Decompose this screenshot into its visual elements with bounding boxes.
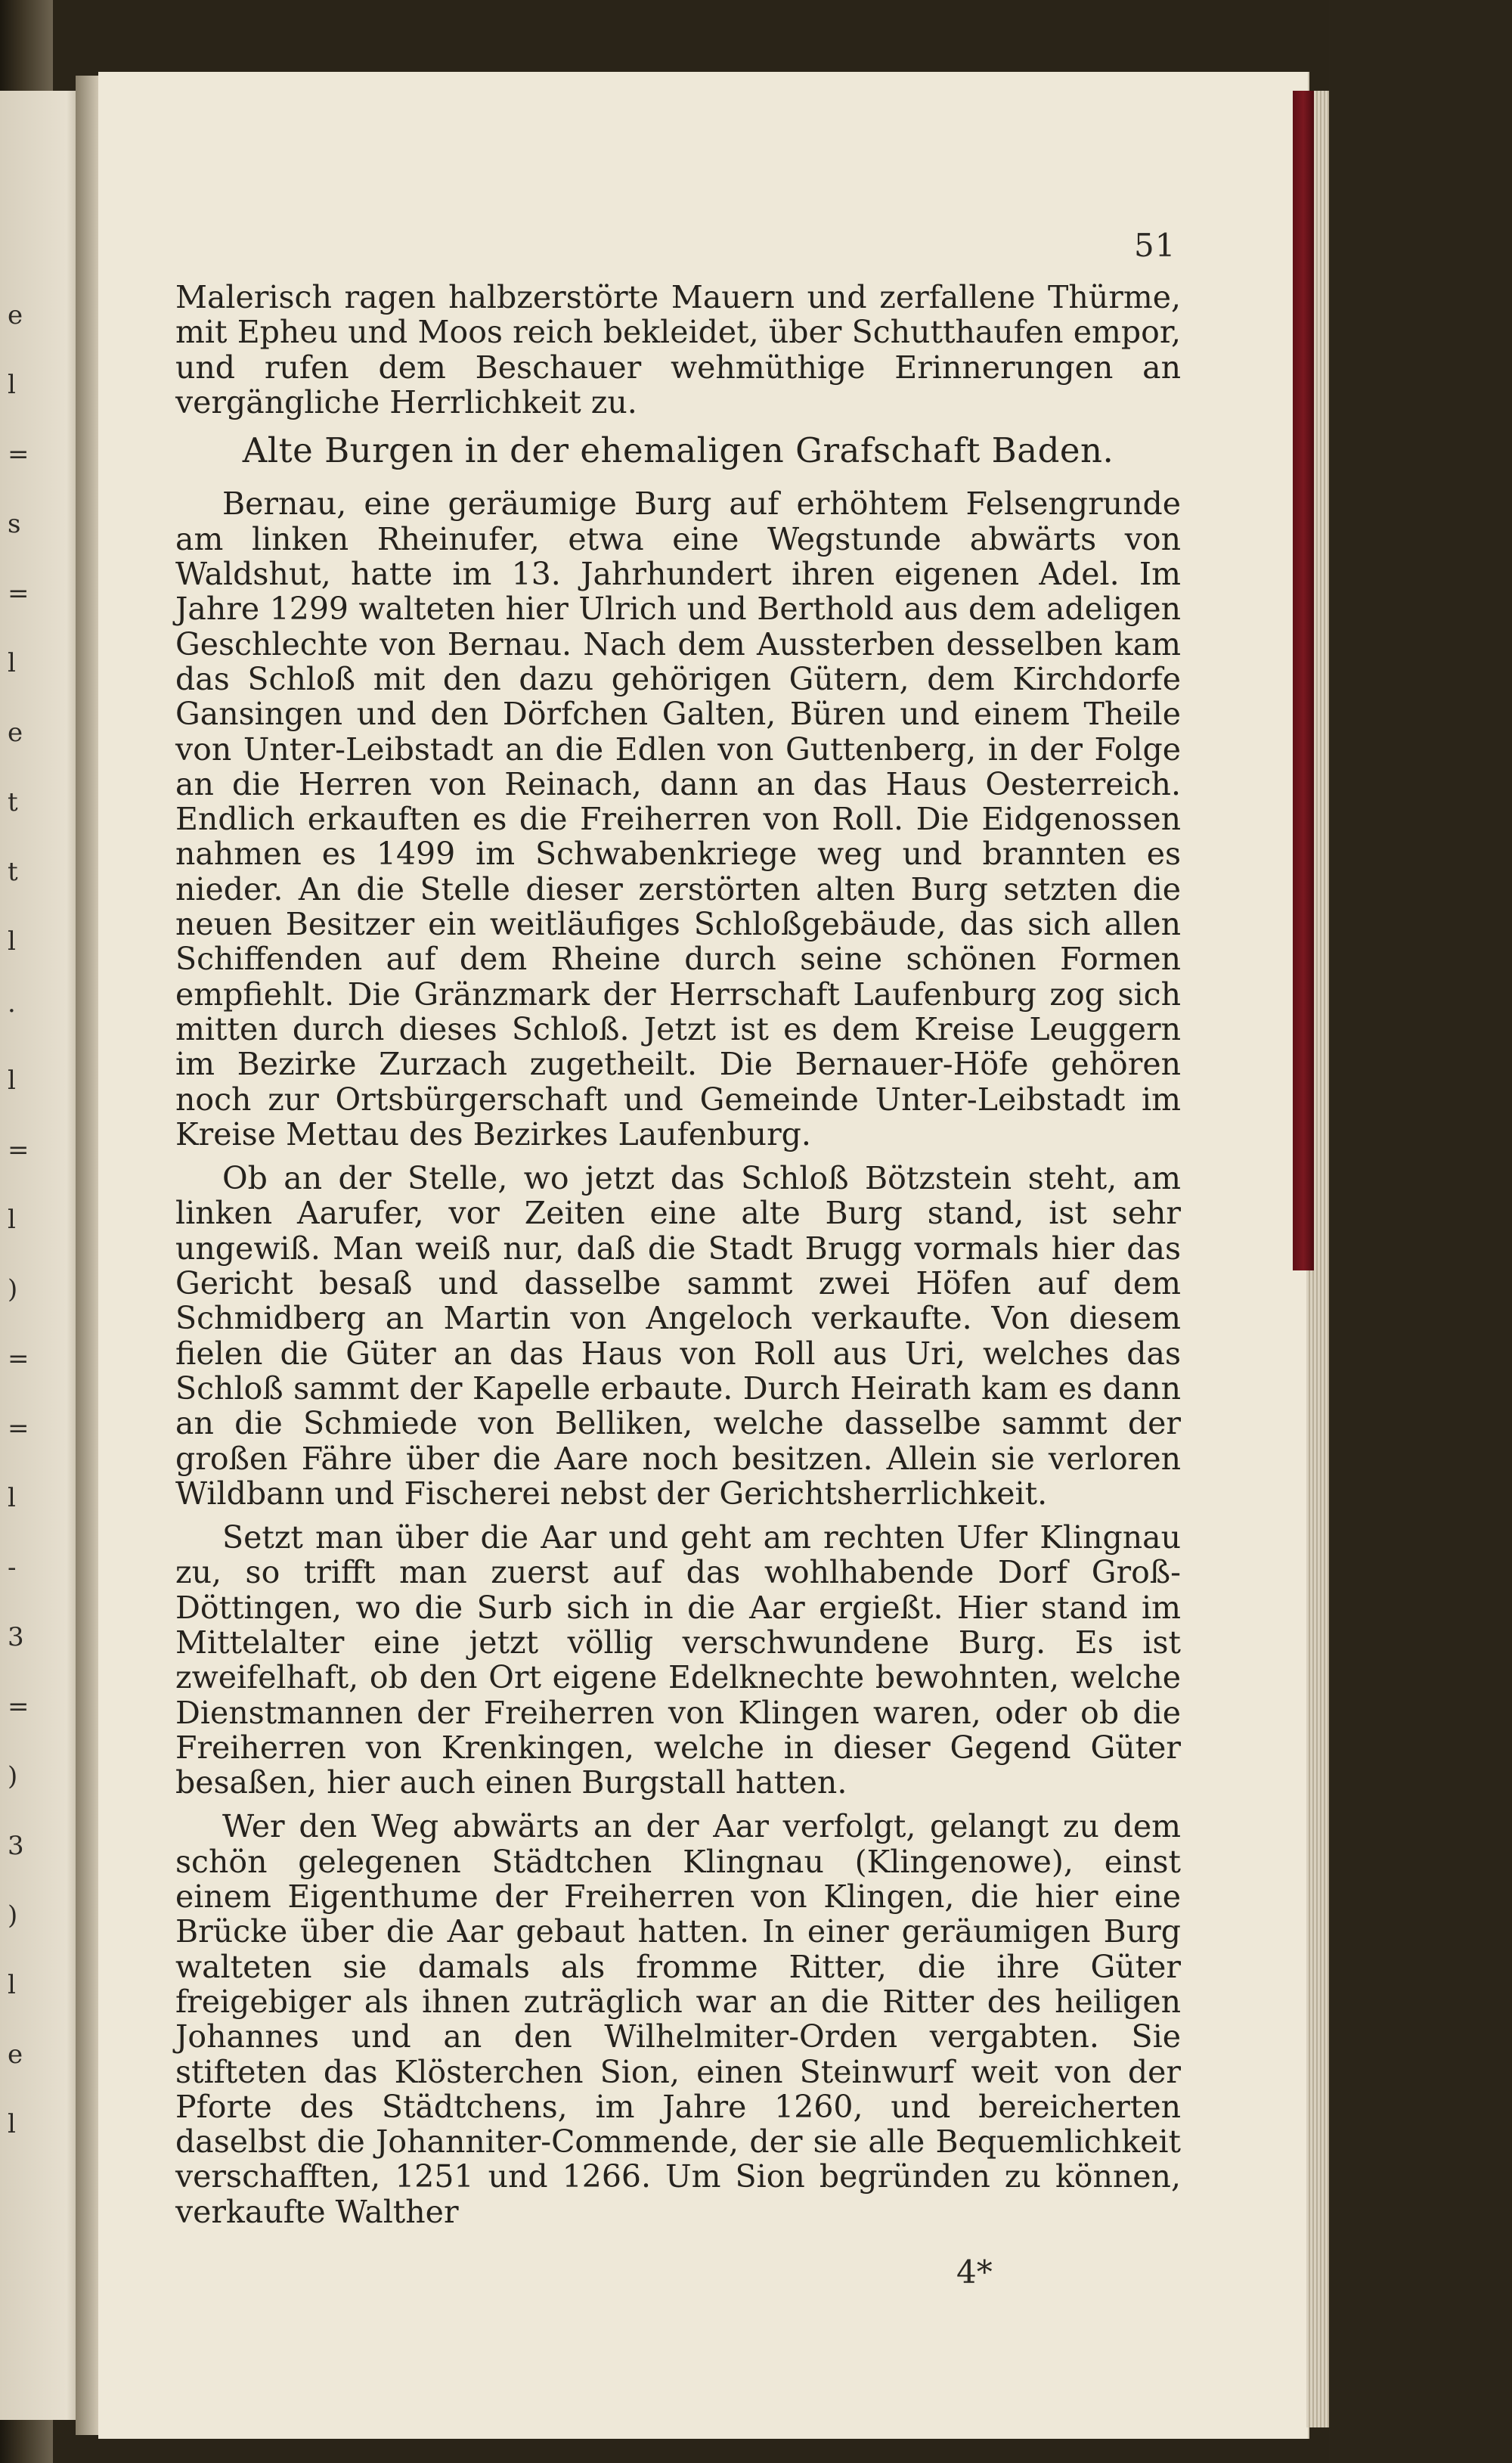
margin-letter: = [8, 1344, 29, 1374]
margin-letter: e [8, 300, 23, 330]
margin-letter: ) [8, 1761, 18, 1791]
margin-letter: - [8, 1553, 17, 1583]
section-heading: Alte Burgen in der ehemaligen Grafschaft Baden. [242, 430, 1114, 471]
margin-letter: t [8, 787, 18, 817]
margin-letter: l [8, 1483, 16, 1513]
margin-letter: = [8, 1413, 29, 1444]
margin-letter: 3 [8, 1831, 24, 1861]
scan-background-right [1329, 0, 1512, 2463]
margin-letter: l [8, 926, 16, 957]
signature-mark: 4* [956, 2254, 993, 2291]
margin-letter: l [8, 1205, 16, 1235]
margin-letter: s [8, 509, 21, 539]
margin-letter: · [8, 996, 16, 1026]
margin-letter: l [8, 1066, 16, 1096]
margin-letter: l [8, 370, 16, 400]
ribbon-bookmark [1293, 91, 1314, 1270]
margin-letter: 3 [8, 1622, 24, 1652]
intro-paragraph: Malerisch ragen halbzerstörte Mauern und zerfallene Thürme, mit Epheu und Moos reich bekleidet, über Schutthaufen empor, und rufen dem Beschauer wehmüthige Erinnerungen an vergängliche Herrlichkeit zu. [175, 279, 1181, 420]
paragraph-klingnau: Wer den Weg abwärts an der Aar verfolgt, gelangt zu dem schön gelegenen Städtchen Klingnau (Klingenowe), einst einem Eigenthume der Freiherren von Klingen, die hier eine Brücke über die Aar gebaut hatten. In einer geräumigen Burg walteten sie damals als fromme Ritter, die ihre Güter freigebiger als ihnen zuträglich war an die Ritter des heiligen Johannes und an den Wilhelmiter-Orden vergabten. Sie stifteten das Klösterchen Sion, einen Steinwurf weit von der Pforte des Städtchens, im Jahre 1260, und bereicherten daselbst die Johanniter-Commende, der sie alle Bequemlichkeit verschafften, 1251 und 1266. Um Sion begründen zu können, verkaufte Walther [175, 1808, 1181, 2230]
paragraph-bernau: Bernau, eine geräumige Burg auf erhöhtem Felsengrunde am linken Rheinufer, etwa eine Wegstunde abwärts von Waldshut, hatte im 13. Jahrhundert ihren eigenen Adel. Im Jahre 1299 walteten hier Ulrich und Berthold aus dem adeligen Geschlechte von Bernau. Nach dem Aussterben desselben kam das Schloß mit den dazu gehörigen Gütern, dem Kirchdorfe Gansingen und den Dörfchen Galten, Büren und einem Theile von Unter-Leibstadt an die Edlen von Guttenberg, in der Folge an die Herren von Reinach, dann an das Haus Oesterreich. Endlich erkauften es die Freiherren von Roll. Die Eidgenossen nahmen es 1499 im Schwabenkriege weg und brannten es nieder. An die Stelle dieser zerstörten alten Burg setzten die neuen Besitzer ein weitläufiges Schloßgebäude, das sich allen Schiffenden auf dem Rheine durch seine schönen Formen empfiehlt. Die Gränzmark der Herrschaft Laufenburg zog sich mitten durch dieses Schloß. Jetzt ist es dem Kreise Leuggern im Bezirke Zurzach zugetheilt. Die Bernauer-Höfe gehören noch zur Ortsbürgerschaft und Gemeinde Unter-Leibstadt im Kreise Mettau des Bezirkes Laufenburg. [175, 485, 1181, 1152]
margin-letter: l [8, 648, 16, 678]
margin-letter: l [8, 2109, 16, 2139]
paragraph-gross-doettingen: Setzt man über die Aar und geht am rechten Ufer Klingnau zu, so trifft man zuerst auf das wohlhabende Dorf Groß-Döttingen, wo die Surb sich in die Aar ergießt. Hier stand im Mittelalter eine jetzt völlig verschwundene Burg. Es ist zweifelhaft, ob den Ort eigene Edelknechte bewohnten, welche Dienstmannen der Freiherren von Klingen waren, oder ob die Freiherren von Krenkingen, welche in dieser Gegend Güter besaßen, hier auch einen Burgstall hatten. [175, 1519, 1181, 1801]
margin-letter: e [8, 718, 23, 748]
margin-letter: e [8, 2040, 23, 2070]
margin-letter: = [8, 439, 29, 470]
margin-letter: t [8, 857, 18, 887]
margin-letter: ) [8, 1274, 18, 1304]
paragraph-boetzstein: Ob an der Stelle, wo jetzt das Schloß Bötzstein steht, am linken Aarufer, vor Zeiten eine alte Burg stand, ist sehr ungewiß. Man weiß nur, daß die Stadt Brugg vormals hier das Gericht besaß und dasselbe sammt zwei Höfen auf dem Schmidberg an Martin von Angeloch verkaufte. Von diesem fielen die Güter an das Haus von Roll aus Uri, welches das Schloß sammt der Kapelle erbaute. Durch Heirath kam es dann an die Schmiede von Belliken, welche dasselbe sammt der großen Fähre über die Aare noch besitzen. Allein sie verloren Wildbann und Fischerei nebst der Gerichtsherrlichkeit. [175, 1160, 1181, 1512]
margin-letter: = [8, 1692, 29, 1722]
margin-letter: l [8, 1970, 16, 2000]
margin-letter: = [8, 1135, 29, 1165]
margin-letter: = [8, 579, 29, 609]
page-text [175, 280, 1181, 2229]
page-number: 51 [1134, 227, 1176, 264]
margin-letter: ) [8, 1900, 18, 1931]
